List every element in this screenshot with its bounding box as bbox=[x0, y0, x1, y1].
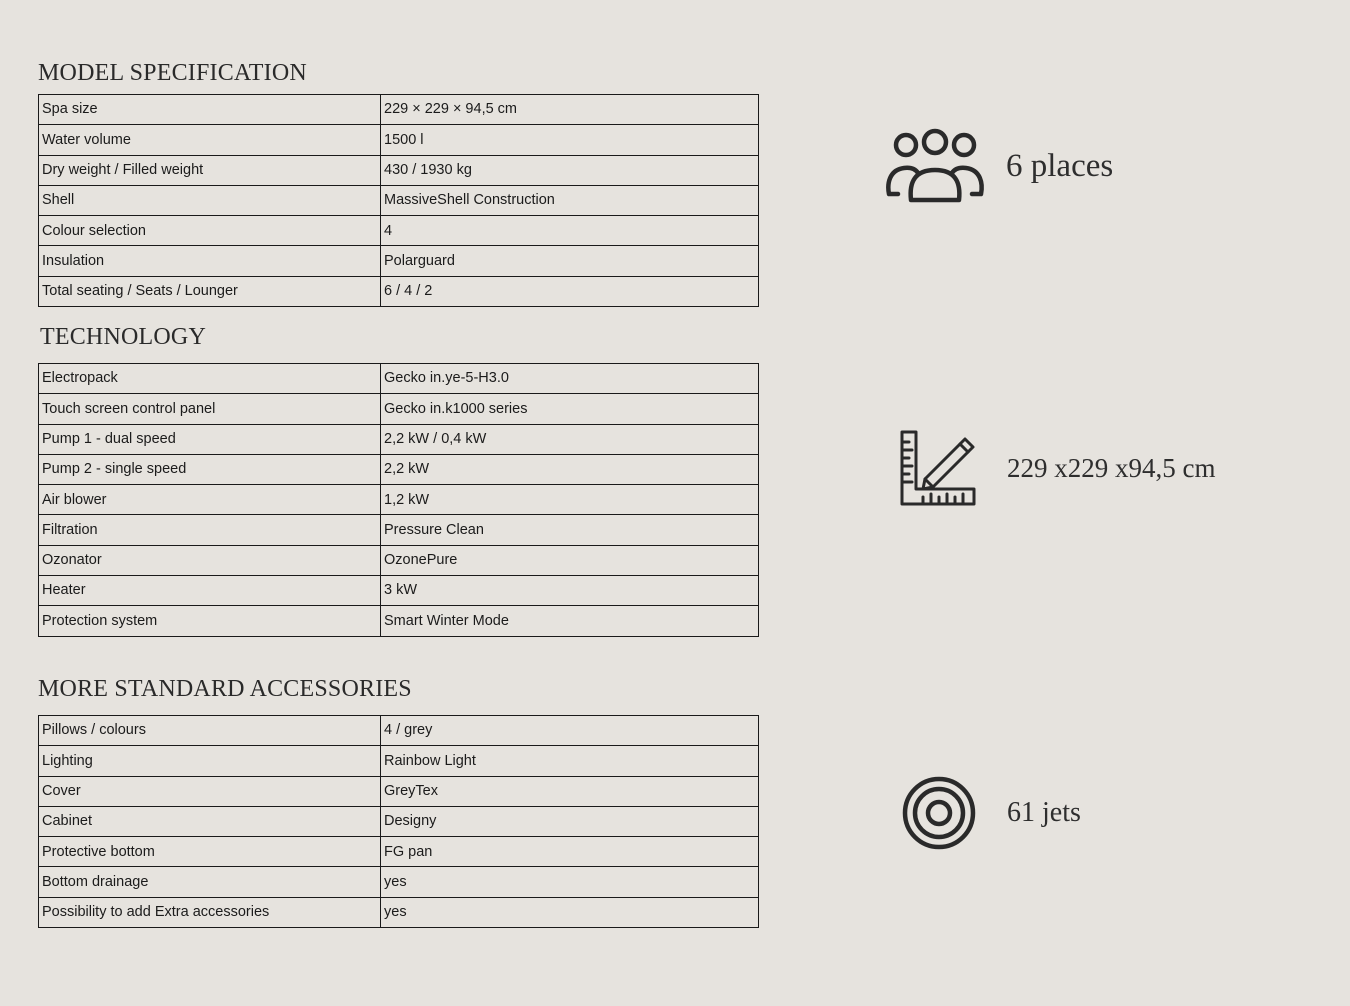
accessories-table bbox=[38, 715, 759, 928]
table-row bbox=[39, 576, 759, 606]
feature-places bbox=[884, 128, 1113, 204]
spec-label: Heater bbox=[39, 576, 381, 606]
spec-label: Possibility to add Extra accessories bbox=[39, 897, 381, 927]
spec-value: MassiveShell Construction bbox=[381, 185, 759, 215]
spec-label: Touch screen control panel bbox=[39, 394, 381, 424]
model-specification-table bbox=[38, 94, 759, 307]
spec-value: GreyTex bbox=[381, 776, 759, 806]
spec-label: Colour selection bbox=[39, 216, 381, 246]
spec-value: yes bbox=[381, 867, 759, 897]
table-row bbox=[39, 185, 759, 215]
table-row bbox=[39, 746, 759, 776]
spec-value: OzonePure bbox=[381, 545, 759, 575]
table-row bbox=[39, 216, 759, 246]
spec-label: Pillows / colours bbox=[39, 716, 381, 746]
spec-value: Smart Winter Mode bbox=[381, 606, 759, 636]
spec-label: Total seating / Seats / Lounger bbox=[39, 276, 381, 306]
ruler-pencil-icon bbox=[899, 430, 977, 506]
spec-label: Cabinet bbox=[39, 806, 381, 836]
table-row bbox=[39, 95, 759, 125]
spec-value: Gecko in.k1000 series bbox=[381, 394, 759, 424]
table-row bbox=[39, 515, 759, 545]
table-row bbox=[39, 897, 759, 927]
spec-value: 6 / 4 / 2 bbox=[381, 276, 759, 306]
table-row bbox=[39, 155, 759, 185]
feature-dimensions bbox=[899, 430, 1216, 506]
spec-value: 4 / grey bbox=[381, 716, 759, 746]
spec-value: 2,2 kW / 0,4 kW bbox=[381, 424, 759, 454]
table-row bbox=[39, 454, 759, 484]
spec-label: Protective bottom bbox=[39, 837, 381, 867]
spec-label: Electropack bbox=[39, 364, 381, 394]
spec-label: Pump 2 - single speed bbox=[39, 454, 381, 484]
spec-label: Dry weight / Filled weight bbox=[39, 155, 381, 185]
spec-label: Air blower bbox=[39, 485, 381, 515]
spec-value: 2,2 kW bbox=[381, 454, 759, 484]
table-row bbox=[39, 485, 759, 515]
dimensions-label: 229 x229 x94,5 cm bbox=[1007, 452, 1216, 483]
spec-label: Filtration bbox=[39, 515, 381, 545]
table-row bbox=[39, 716, 759, 746]
places-label: 6 places bbox=[1006, 147, 1114, 184]
table-row bbox=[39, 806, 759, 836]
spec-value: 1,2 kW bbox=[381, 485, 759, 515]
spec-label: Spa size bbox=[39, 95, 381, 125]
table-row bbox=[39, 606, 759, 636]
jets-target-icon bbox=[900, 774, 978, 852]
spec-value: yes bbox=[381, 897, 759, 927]
spec-value: 229 × 229 × 94,5 cm bbox=[381, 95, 759, 125]
spec-label: Shell bbox=[39, 185, 381, 215]
spec-label: Bottom drainage bbox=[39, 867, 381, 897]
technology-table bbox=[38, 363, 759, 637]
spec-value: Rainbow Light bbox=[381, 746, 759, 776]
table-row bbox=[39, 776, 759, 806]
spec-value: FG pan bbox=[381, 837, 759, 867]
accessories-heading: MORE STANDARD ACCESSORIES bbox=[38, 676, 412, 702]
spec-label: Cover bbox=[39, 776, 381, 806]
spec-label: Lighting bbox=[39, 746, 381, 776]
table-row bbox=[39, 394, 759, 424]
feature-jets bbox=[900, 774, 1081, 852]
table-row bbox=[39, 867, 759, 897]
table-row bbox=[39, 125, 759, 155]
spec-value: Gecko in.ye-5-H3.0 bbox=[381, 364, 759, 394]
spec-value: Designy bbox=[381, 806, 759, 836]
spec-label: Water volume bbox=[39, 125, 381, 155]
table-row bbox=[39, 545, 759, 575]
table-row bbox=[39, 837, 759, 867]
table-row bbox=[39, 364, 759, 394]
spec-value: Pressure Clean bbox=[381, 515, 759, 545]
spec-value: 430 / 1930 kg bbox=[381, 155, 759, 185]
jets-label: 61 jets bbox=[1007, 797, 1081, 828]
model-specification-heading: MODEL SPECIFICATION bbox=[38, 60, 307, 86]
table-row bbox=[39, 276, 759, 306]
table-row bbox=[39, 246, 759, 276]
spec-label: Protection system bbox=[39, 606, 381, 636]
spec-label: Insulation bbox=[39, 246, 381, 276]
table-row bbox=[39, 424, 759, 454]
spec-label: Ozonator bbox=[39, 545, 381, 575]
people-group-icon bbox=[884, 128, 986, 204]
spec-value: 1500 l bbox=[381, 125, 759, 155]
spec-value: Polarguard bbox=[381, 246, 759, 276]
spec-value: 3 kW bbox=[381, 576, 759, 606]
spec-value: 4 bbox=[381, 216, 759, 246]
technology-heading: TECHNOLOGY bbox=[40, 324, 206, 350]
spec-label: Pump 1 - dual speed bbox=[39, 424, 381, 454]
